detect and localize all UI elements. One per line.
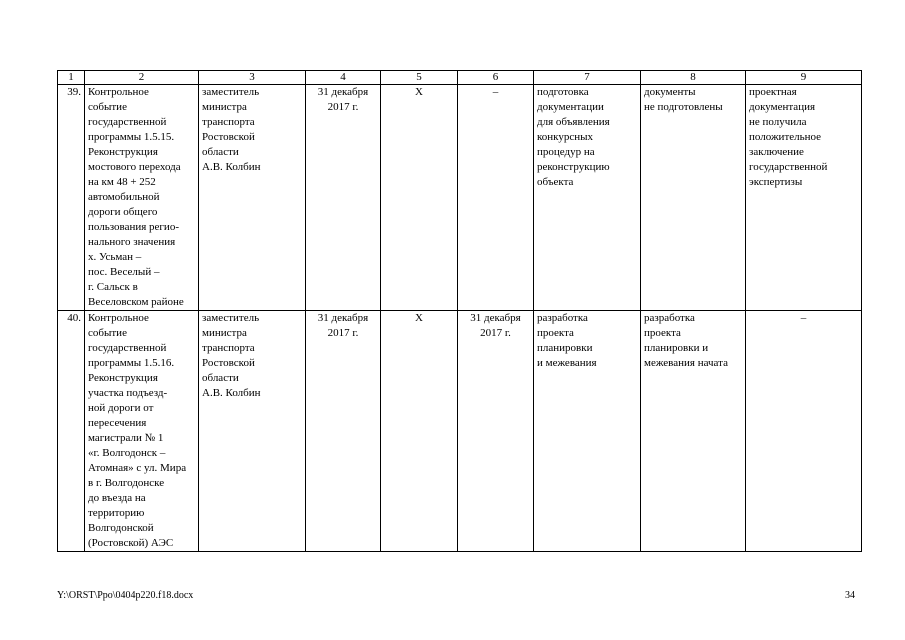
actual-date-cell: – — [458, 85, 534, 311]
row-number: 40. — [58, 311, 85, 552]
column-5-cell: Х — [381, 311, 458, 552]
responsible-cell: заместитель министра транспорта Ростовской области А.В. Колбин — [199, 311, 306, 552]
control-event-cell: Контрольное событие государственной программы 1.5.16. Реконструкция участка подъезд- ной дороги от пересечения магистрали № 1 «г. Волгодонск – Атомная» с ул. Мира в г. Волгодонске до въезда на территорию Волгодонской (Ростовской) АЭС — [85, 311, 199, 552]
column-header: 9 — [746, 71, 862, 85]
column-header: 3 — [199, 71, 306, 85]
actual-result-cell: документы не подготовлены — [641, 85, 746, 311]
column-header: 8 — [641, 71, 746, 85]
planned-result-cell: разработка проекта планировки и межевания — [534, 311, 641, 552]
table-row — [58, 311, 862, 552]
footer-file-path: Y:\ORST\Ppo\0404p220.f18.docx — [57, 590, 194, 601]
reasons-cell: – — [746, 311, 862, 552]
plan-date-cell: 31 декабря 2017 г. — [306, 85, 381, 311]
column-header: 4 — [306, 71, 381, 85]
table-row — [58, 85, 862, 311]
planned-result-cell: подготовка документации для объявления конкурсных процедур на реконструкцию объекта — [534, 85, 641, 311]
page-number: 34 — [845, 590, 855, 601]
control-event-cell: Контрольное событие государственной программы 1.5.15. Реконструкция мостового перехода на км 48 + 252 автомобильной дороги общего пользования регио- нального значения х. Усьман – пос. Веселый – г. Сальск в Веселовском районе — [85, 85, 199, 311]
column-header: 5 — [381, 71, 458, 85]
reasons-cell: проектная документация не получила положительное заключение государственной экспертизы — [746, 85, 862, 311]
column-header: 6 — [458, 71, 534, 85]
column-header: 2 — [85, 71, 199, 85]
column-5-cell: Х — [381, 85, 458, 311]
row-number: 39. — [58, 85, 85, 311]
column-number-row — [58, 71, 862, 85]
plan-date-cell: 31 декабря 2017 г. — [306, 311, 381, 552]
column-header: 1 — [58, 71, 85, 85]
column-header: 7 — [534, 71, 641, 85]
responsible-cell: заместитель министра транспорта Ростовской области А.В. Колбин — [199, 85, 306, 311]
actual-result-cell: разработка проекта планировки и межевания начата — [641, 311, 746, 552]
report-table — [57, 70, 862, 552]
actual-date-cell: 31 декабря 2017 г. — [458, 311, 534, 552]
